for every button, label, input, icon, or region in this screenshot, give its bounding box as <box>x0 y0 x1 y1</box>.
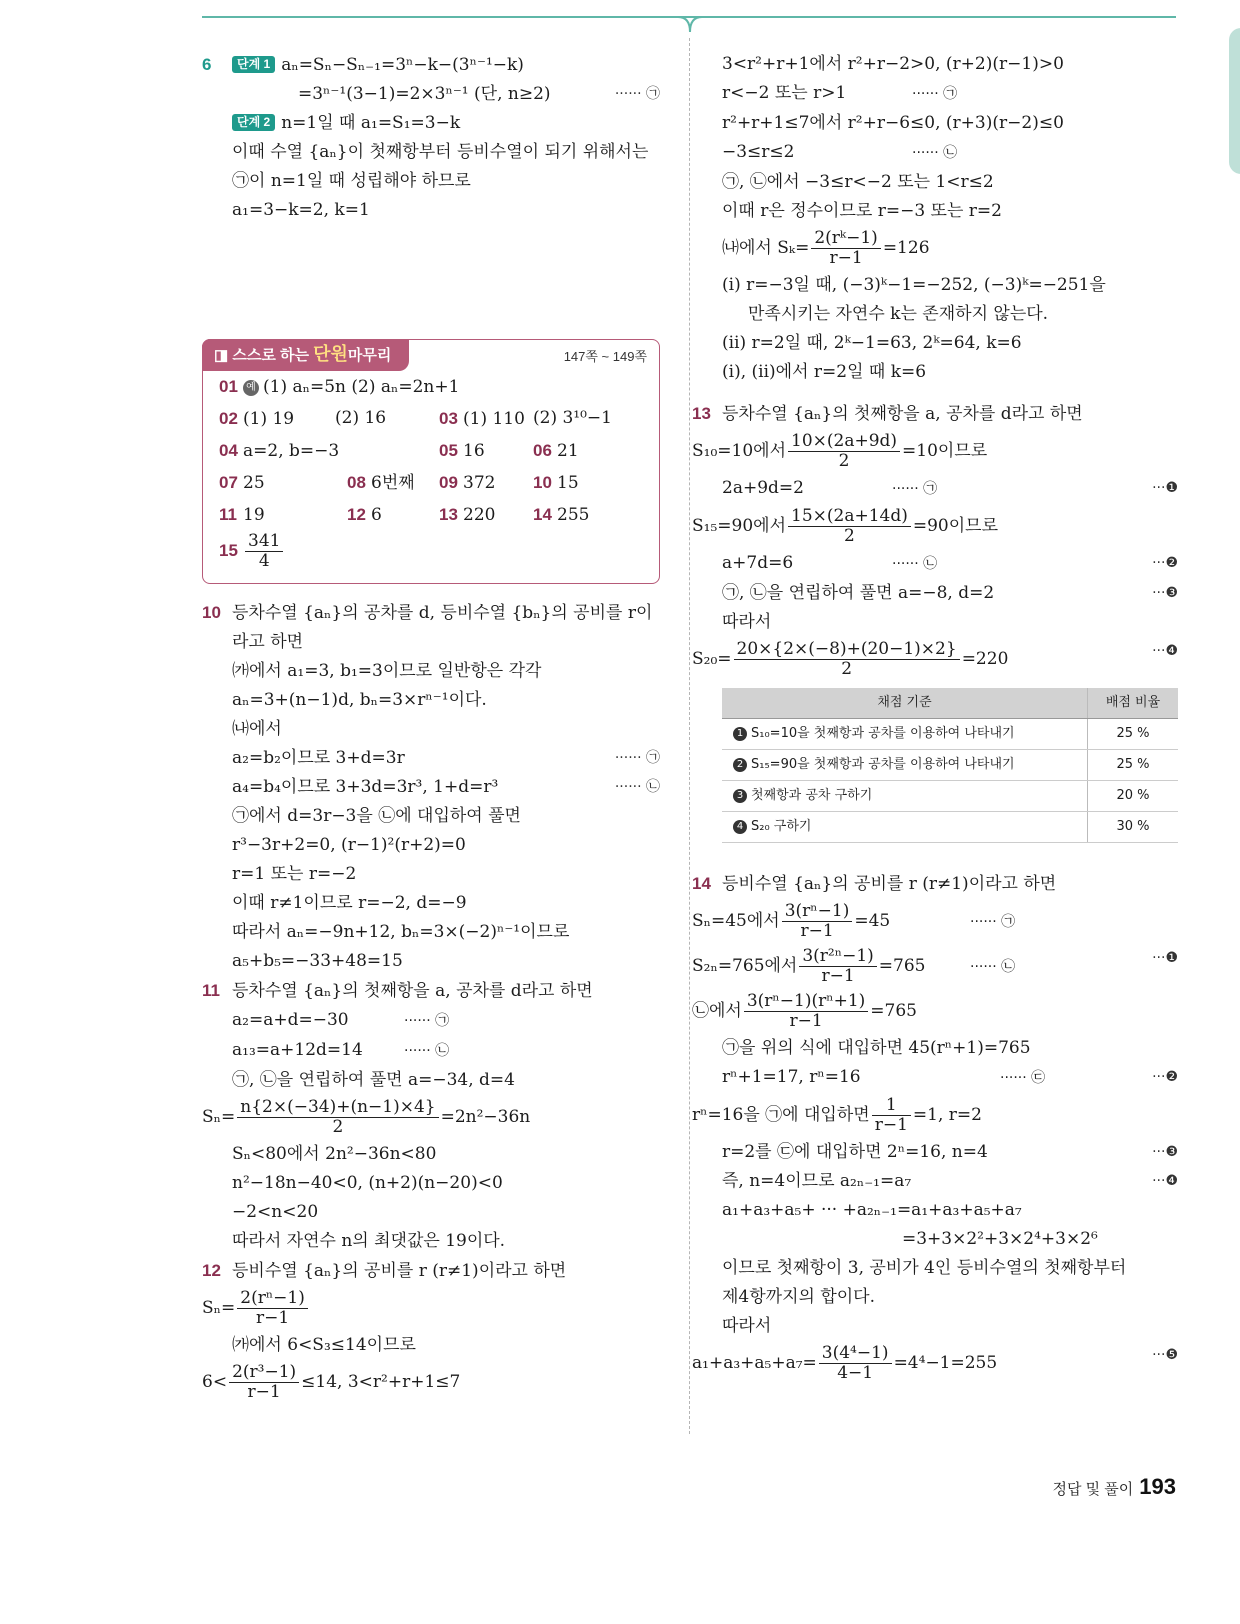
review-page-range: 147쪽 ~ 149쪽 <box>563 349 647 364</box>
numerator: 341 <box>245 532 283 552</box>
text-line: r³−3r+2=0, (r−1)²(r+2)=0 <box>232 835 466 855</box>
answer-07 <box>219 468 347 498</box>
numerator: 3(rⁿ−1) <box>782 902 853 922</box>
spacer <box>722 387 1178 399</box>
step-marker: ···❶ <box>1152 480 1178 496</box>
equation-marker: ······ ㉠ <box>892 481 938 497</box>
answer-value: 372 <box>463 473 496 493</box>
text-segment: rⁿ=16을 ㉠에 대입하면 <box>692 1105 870 1125</box>
answer-09 <box>439 468 533 498</box>
formula-line <box>692 429 1178 474</box>
denominator: 4−1 <box>837 1363 874 1383</box>
table-header-row <box>722 688 1178 719</box>
text-line: ㉠, ㉡을 연립하여 풀면 a=−34, d=4 <box>232 1070 515 1090</box>
answer-02 <box>219 404 335 434</box>
scoring-criteria-table <box>722 688 1178 843</box>
formula-line <box>202 1360 660 1405</box>
answer-value: 15 <box>557 473 579 493</box>
text-segment: =1, r=2 <box>912 1105 982 1125</box>
text-segment: Sₙ= <box>202 1298 236 1318</box>
text-segment: S₂₀= <box>692 649 732 669</box>
step-number-badge: 3 <box>733 789 747 803</box>
text-line: aₙ=3+(n−1)d, bₙ=3×rⁿ⁻¹이다. <box>232 690 487 710</box>
answer-number: 05 <box>439 441 458 460</box>
fraction <box>788 507 911 546</box>
answer-number: 03 <box>439 409 458 428</box>
text-segment: =220 <box>961 649 1009 669</box>
denominator: r−1 <box>789 1011 823 1031</box>
text-line: ㉠, ㉡에서 −3≤r<−2 또는 1<r≤2 <box>722 172 994 192</box>
text-line: 따라서 <box>722 1316 772 1336</box>
text-line: r<−2 또는 r>1 <box>722 83 847 103</box>
criteria-text: S₁₅=90을 첫째항과 공차를 이용하여 나타내기 <box>751 757 1015 772</box>
answer-13 <box>439 500 533 530</box>
formula-line <box>202 1286 660 1331</box>
text-line: ㈎에서 a₁=3, b₁=3이므로 일반항은 각각 <box>232 661 542 681</box>
text-line: aₙ=Sₙ−Sₙ₋₁=3ⁿ−k−(3ⁿ⁻¹−k) <box>281 55 524 75</box>
text-line: ㉠을 위의 식에 대입하면 45(rⁿ+1)=765 <box>722 1038 1031 1058</box>
equation-marker: ······ ㉠ <box>614 86 660 102</box>
answer-number: 15 <box>219 541 238 560</box>
formula-line <box>722 226 1178 271</box>
fraction <box>788 432 900 471</box>
answer-value: 255 <box>557 505 590 525</box>
text-line: ㈏에서 <box>232 719 282 739</box>
answer-03-2 <box>533 404 612 434</box>
denominator: r−1 <box>829 248 863 268</box>
stage-badge-1: 단계 1 <box>232 56 275 73</box>
answer-value: 16 <box>463 441 485 461</box>
answer-number: 07 <box>219 473 238 492</box>
formula-line <box>692 1093 1178 1138</box>
text-line: 등비수열 {aₙ}의 공비를 r (r≠1)이라고 하면 <box>232 1261 567 1281</box>
numerator: 10×(2a+9d) <box>788 432 900 452</box>
answer-row <box>203 436 659 466</box>
ratio-value: 25 % <box>1088 750 1179 781</box>
equation-marker: ······ ㉠ <box>970 914 1016 930</box>
numerator: 3(rⁿ−1)(rⁿ+1) <box>744 992 868 1012</box>
denominator: r−1 <box>874 1115 908 1135</box>
text-line: a₁=3−k=2, k=1 <box>232 200 370 220</box>
text-line: ㉠, ㉡을 연립하여 풀면 a=−8, d=2 <box>722 583 995 603</box>
answer-14 <box>533 500 589 530</box>
text-segment: =2n²−36n <box>440 1107 531 1127</box>
answer-12 <box>347 500 439 530</box>
text-segment: S₂ₙ=765에서 <box>692 956 798 976</box>
answer-value: 19 <box>243 505 265 525</box>
text-segment: a₁+a₃+a₅+a₇= <box>692 1353 817 1373</box>
text-line: a₁₃=a+12d=14 <box>232 1040 363 1060</box>
step-number-badge: 4 <box>733 820 747 834</box>
question-number: 11 <box>202 981 220 1000</box>
formula-line <box>692 504 1178 549</box>
ratio-value: 30 % <box>1088 812 1179 843</box>
formula-line <box>692 944 1178 989</box>
formula-line <box>692 1341 1178 1386</box>
answer-number: 08 <box>347 473 366 492</box>
text-line: 등차수열 {aₙ}의 첫째항을 a, 공차를 d라고 하면 <box>722 404 1083 424</box>
answer-number: 10 <box>533 473 552 492</box>
text-segment: =90이므로 <box>912 516 999 536</box>
text-line: a₅+b₅=−33+48=15 <box>232 951 403 971</box>
fraction <box>229 1363 299 1402</box>
formula-line <box>692 989 1178 1034</box>
table-row <box>722 750 1178 781</box>
answer-number: 04 <box>219 441 238 460</box>
text-line: 따라서 aₙ=−9n+12, bₙ=3×(−2)ⁿ⁻¹이므로 <box>232 922 570 942</box>
question-number: 12 <box>202 1261 221 1280</box>
text-segment: ≤14, 3<r²+r+1≤7 <box>301 1372 461 1392</box>
fraction <box>744 992 868 1031</box>
solution-10 <box>202 598 660 976</box>
column-divider <box>689 38 690 1434</box>
answer-row <box>203 500 659 530</box>
text-line: r²+r+1≤7에서 r²+r−6≤0, (r+3)(r−2)≤0 <box>722 113 1064 133</box>
step-marker: ···❷ <box>1152 1069 1178 1085</box>
text-line: ㉠에서 d=3r−3을 ㉡에 대입하여 풀면 <box>232 806 521 826</box>
denominator: 2 <box>841 659 853 679</box>
solution-13 <box>692 399 1178 682</box>
step-marker: ···❹ <box>1152 1173 1178 1189</box>
solution-12 <box>202 1256 660 1405</box>
column-header-ratio: 배점 비율 <box>1088 688 1179 719</box>
criteria-text: 첫째항과 공차 구하기 <box>751 788 873 803</box>
review-title-highlight: 단원 <box>313 344 348 364</box>
answer-value: 6 <box>371 505 382 525</box>
answer-value: (2) 16 <box>335 408 387 428</box>
fraction <box>782 902 853 941</box>
text-line: −2<n<20 <box>232 1202 319 1222</box>
answer-03 <box>439 404 533 434</box>
equation-marker: ······ ㉠ <box>912 86 958 102</box>
example-mark: 예 <box>243 380 259 396</box>
denominator: r−1 <box>821 966 855 986</box>
ratio-value: 25 % <box>1088 719 1179 750</box>
table-row <box>722 781 1178 812</box>
text-line: 이때 r은 정수이므로 r=−3 또는 r=2 <box>722 201 1002 221</box>
text-line: a+7d=6 <box>722 553 794 573</box>
numerator: n{2×(−34)+(n−1)×4} <box>237 1098 438 1118</box>
numerator: 20×{2×(−8)+(20−1)×2} <box>734 640 960 660</box>
answer-15 <box>219 532 285 571</box>
answer-row <box>203 532 659 571</box>
unit-review-answer-box <box>202 339 660 584</box>
text-line: 등차수열 {aₙ}의 공차를 d, 등비수열 {bₙ}의 공비를 r이 <box>232 603 653 623</box>
formula-line <box>202 1095 660 1140</box>
denominator: 2 <box>838 451 850 471</box>
left-column <box>202 50 660 1405</box>
answer-number: 13 <box>439 505 458 524</box>
answer-value: a=2, b=−3 <box>243 441 340 461</box>
solution-6 <box>202 50 660 225</box>
numerator: 1 <box>872 1096 911 1116</box>
spacer <box>202 225 660 331</box>
denominator: 4 <box>258 551 270 571</box>
text-segment: Sₙ= <box>202 1107 236 1127</box>
text-line: 라고 하면 <box>232 632 304 652</box>
equation-marker: ······ ㉢ <box>1000 1070 1046 1086</box>
answer-10 <box>533 468 579 498</box>
review-header <box>203 340 659 370</box>
answer-04 <box>219 436 439 466</box>
equation-marker: ······ ㉡ <box>614 779 660 795</box>
step-marker: ···❶ <box>1152 950 1178 966</box>
step-marker: ···❷ <box>1152 555 1178 571</box>
table-row <box>722 812 1178 843</box>
text-line: 즉, n=4이므로 a₂ₙ₋₁=a₇ <box>722 1171 912 1191</box>
text-line: (ⅱ) r=2일 때, 2ᵏ−1=63, 2ᵏ=64, k=6 <box>722 333 1022 353</box>
text-line: 등비수열 {aₙ}의 공비를 r (r≠1)이라고 하면 <box>722 874 1057 894</box>
answer-02-2 <box>335 404 439 434</box>
numerator: 15×(2a+14d) <box>788 507 911 527</box>
question-number: 13 <box>692 404 711 423</box>
text-line: (ⅰ), (ⅱ)에서 r=2일 때 k=6 <box>722 362 927 382</box>
text-line: 이때 r≠1이므로 r=−2, d=−9 <box>232 893 467 913</box>
solution-14 <box>692 869 1178 1386</box>
numerator: 2(r³−1) <box>229 1363 299 1383</box>
answer-11 <box>219 500 347 530</box>
text-line: =3ⁿ⁻¹(3−1)=2×3ⁿ⁻¹ (단, n≥2) <box>298 84 551 104</box>
equation-marker: ······ ㉡ <box>892 556 938 572</box>
fraction <box>245 532 283 571</box>
text-line: r=2를 ㉢에 대입하면 2ⁿ=16, n=4 <box>722 1142 988 1162</box>
text-line: =3+3×2²+3×2⁴+3×2⁶ <box>902 1229 1098 1249</box>
question-number: 6 <box>202 55 212 74</box>
fraction <box>734 640 960 679</box>
text-line: 3<r²+r+1에서 r²+r−2>0, (r+2)(r−1)>0 <box>722 54 1064 74</box>
top-notch-decoration <box>678 14 702 34</box>
answer-number: 12 <box>347 505 366 524</box>
ratio-value: 20 % <box>1088 781 1179 812</box>
denominator: 2 <box>844 526 855 546</box>
denominator: 2 <box>332 1117 344 1137</box>
footer-label: 정답 및 풀이 <box>1052 1481 1134 1498</box>
step-number-badge: 2 <box>733 758 747 772</box>
text-segment: =765 <box>870 1001 917 1021</box>
answer-number: 06 <box>533 441 552 460</box>
review-icon: ◨ <box>214 347 233 364</box>
formula-line <box>692 899 1178 944</box>
right-column <box>692 50 1178 1386</box>
side-tab <box>1229 28 1240 174</box>
question-number: 14 <box>692 874 711 893</box>
answer-value: 21 <box>557 441 579 461</box>
text-segment: =4⁴−1=255 <box>893 1353 998 1373</box>
equation-marker: ······ ㉡ <box>404 1043 450 1059</box>
numerator: 3(4⁴−1) <box>819 1344 892 1364</box>
text-segment: =45 <box>854 911 891 931</box>
answer-row <box>203 468 659 498</box>
answer-value: 220 <box>463 505 496 525</box>
text-line: rⁿ+1=17, rⁿ=16 <box>722 1067 861 1087</box>
formula-line <box>692 637 1178 682</box>
text-line: Sₙ<80에서 2n²−36n<80 <box>232 1144 437 1164</box>
text-segment: 6< <box>202 1372 228 1392</box>
fraction <box>237 1289 308 1328</box>
text-segment: ㈏에서 Sₖ= <box>722 238 810 258</box>
answer-number: 01 <box>219 377 238 396</box>
answer-number: 02 <box>219 409 238 428</box>
equation-marker: ······ ㉠ <box>404 1013 450 1029</box>
text-line: 따라서 자연수 n의 최댓값은 19이다. <box>232 1231 506 1251</box>
text-segment: =10이므로 <box>902 441 988 461</box>
text-segment: Sₙ=45에서 <box>692 911 780 931</box>
text-line: 이므로 첫째항이 3, 공비가 4인 등비수열의 첫째항부터 <box>722 1258 1127 1278</box>
fraction <box>811 229 880 268</box>
question-number: 10 <box>202 603 221 622</box>
text-line: ㈎에서 6<S₃≤14이므로 <box>232 1335 416 1355</box>
step-marker: ···❹ <box>1152 643 1178 659</box>
text-line: 제4항까지의 합이다. <box>722 1287 875 1307</box>
numerator: 2(rᵏ−1) <box>811 229 880 249</box>
text-line: a₂=a+d=−30 <box>232 1010 349 1030</box>
text-line: r=1 또는 r=−2 <box>232 864 357 884</box>
text-line: a₁+a₃+a₅+ ··· +a₂ₙ₋₁=a₁+a₃+a₅+a₇ <box>722 1200 1022 1220</box>
table-row <box>722 719 1178 750</box>
text-segment: S₁₀=10에서 <box>692 441 786 461</box>
text-line: 따라서 <box>722 612 772 632</box>
text-segment: =126 <box>882 238 930 258</box>
text-line: 만족시키는 자연수 k는 존재하지 않는다. <box>748 304 1049 324</box>
step-marker: ···❺ <box>1152 1347 1178 1363</box>
text-line: ㉠이 n=1일 때 성립해야 하므로 <box>232 171 471 191</box>
text-line: a₂=b₂이므로 3+d=3r <box>232 748 405 768</box>
text-segment: S₁₅=90에서 <box>692 516 786 536</box>
answer-number: 09 <box>439 473 458 492</box>
text-line: −3≤r≤2 <box>722 142 795 162</box>
equation-marker: ······ ㉡ <box>970 959 1016 975</box>
text-segment: ㉡에서 <box>692 1001 742 1021</box>
fraction <box>819 1344 892 1383</box>
review-title-pre: 스스로 하는 <box>232 347 309 364</box>
text-line: 2a+9d=2 <box>722 478 804 498</box>
solution-12-continued <box>722 50 1178 387</box>
answer-row <box>203 404 659 434</box>
text-line: a₄=b₄이므로 3+3d=3r³, 1+d=r³ <box>232 777 499 797</box>
answer-value: 6번째 <box>371 473 415 493</box>
stage-badge-2: 단계 2 <box>232 114 275 131</box>
column-header-criteria: 채점 기준 <box>722 688 1088 719</box>
answer-value: (1) 19 <box>243 409 295 429</box>
equation-marker: ······ ㉠ <box>614 750 660 766</box>
denominator: r−1 <box>255 1308 290 1328</box>
denominator: r−1 <box>800 921 834 941</box>
page-number: 193 <box>1139 1474 1176 1499</box>
review-title-post: 마무리 <box>347 347 392 364</box>
step-number-badge: 1 <box>733 727 747 741</box>
step-marker: ···❸ <box>1152 1144 1178 1160</box>
answer-01 <box>219 372 459 402</box>
answer-value: (1) 110 <box>463 409 525 429</box>
text-segment: =765 <box>878 956 926 976</box>
answer-value: 25 <box>243 473 265 493</box>
answer-value: (1) aₙ=5n (2) aₙ=2n+1 <box>263 377 460 397</box>
answer-06 <box>533 436 579 466</box>
denominator: r−1 <box>247 1382 281 1402</box>
page-footer <box>1052 1474 1176 1500</box>
solution-11 <box>202 976 660 1256</box>
numerator: 2(rⁿ−1) <box>237 1289 308 1309</box>
text-line: 이때 수열 {aₙ}이 첫째항부터 등비수열이 되기 위해서는 <box>232 142 649 162</box>
text-line: n=1일 때 a₁=S₁=3−k <box>281 113 461 133</box>
answer-number: 14 <box>533 505 552 524</box>
fraction <box>872 1096 911 1135</box>
text-line: n²−18n−40<0, (n+2)(n−20)<0 <box>232 1173 503 1193</box>
answer-row <box>203 372 659 402</box>
numerator: 3(r²ⁿ−1) <box>799 947 876 967</box>
fraction <box>237 1098 438 1137</box>
fraction <box>799 947 876 986</box>
text-line: 등차수열 {aₙ}의 첫째항을 a, 공차를 d라고 하면 <box>232 981 593 1001</box>
answer-value: (2) 3¹⁰−1 <box>533 408 612 428</box>
review-title <box>202 339 409 371</box>
text-line: (ⅰ) r=−3일 때, (−3)ᵏ−1=−252, (−3)ᵏ=−251을 <box>722 275 1106 295</box>
answer-08 <box>347 468 439 498</box>
criteria-text: S₂₀ 구하기 <box>751 819 812 834</box>
criteria-text: S₁₀=10을 첫째항과 공차를 이용하여 나타내기 <box>751 726 1015 741</box>
answer-number: 11 <box>219 505 237 524</box>
equation-marker: ······ ㉡ <box>912 145 958 161</box>
step-marker: ···❸ <box>1152 585 1178 601</box>
answer-05 <box>439 436 533 466</box>
